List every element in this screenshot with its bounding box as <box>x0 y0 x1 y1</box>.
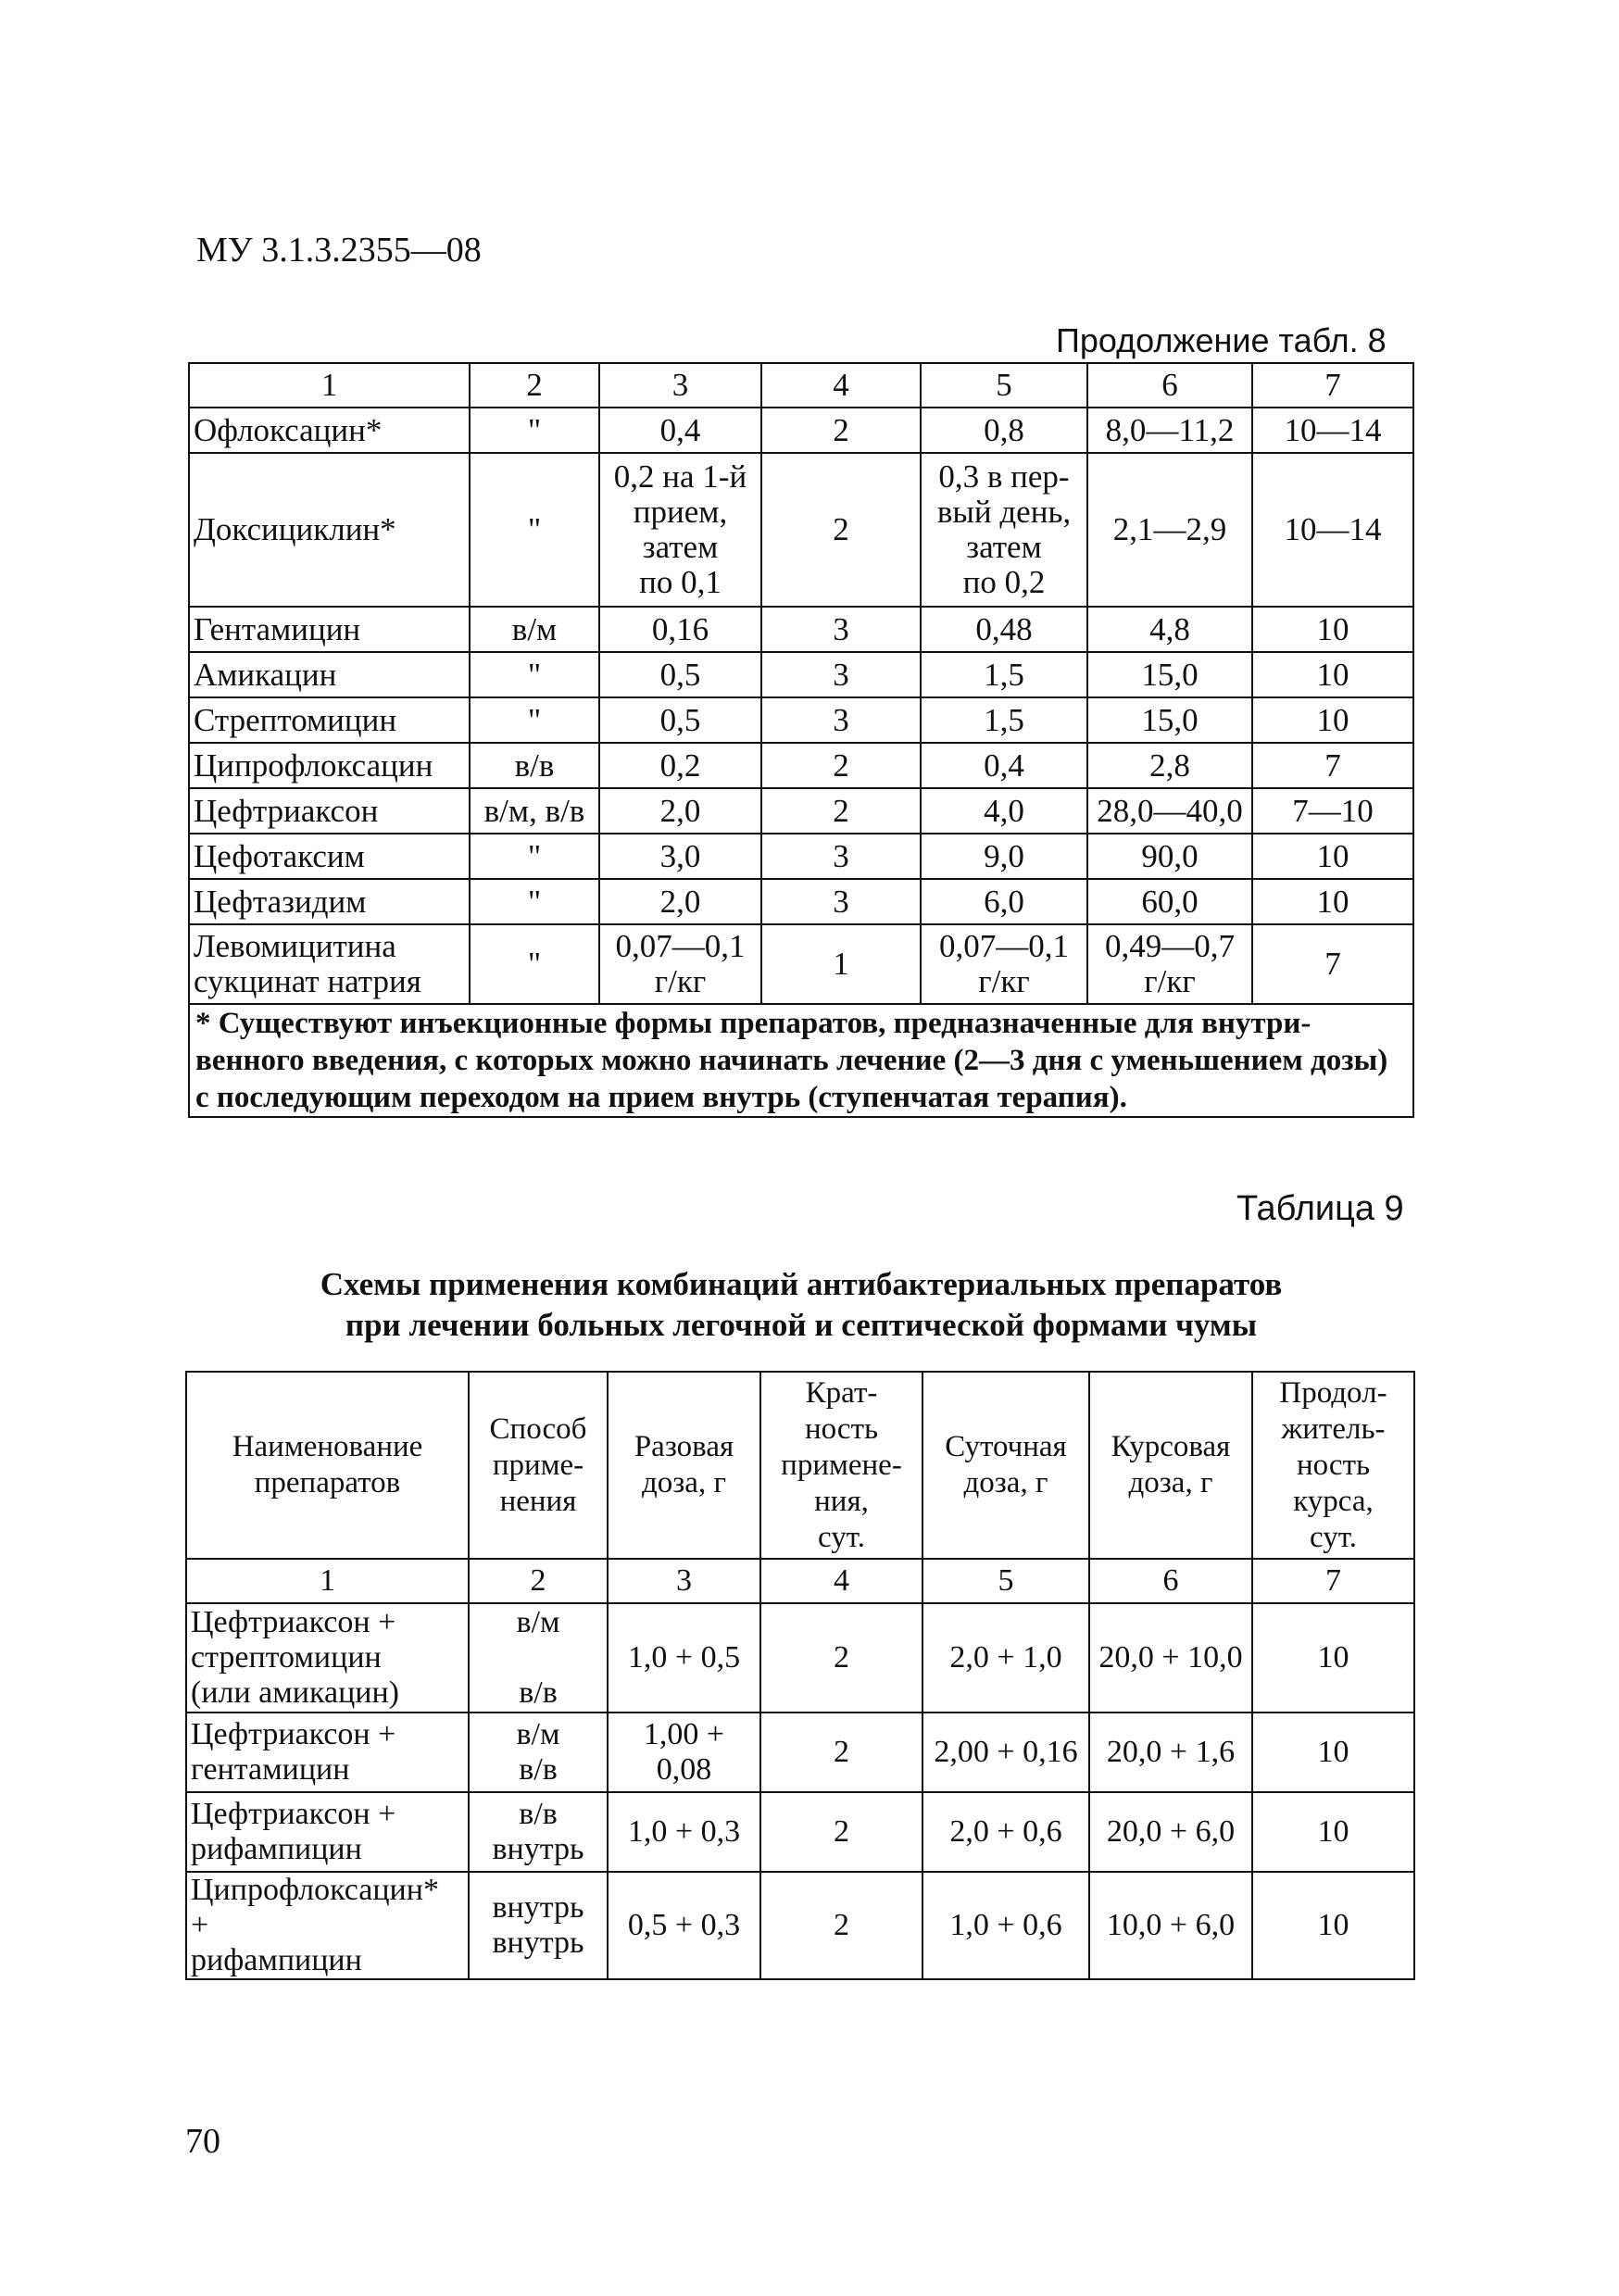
table-row <box>189 453 1413 607</box>
drug-combination: Цефтриаксон + рифампицин <box>186 1792 469 1872</box>
table8-footnote: * Существуют инъекционные формы препаратов, предназначенные для внутри-венного введения, с которых можно начинать лечение (2—3 дня с уменьшением дозы) с последующим переходом на прием внутрь (ступенчатая терапия). <box>189 1004 1413 1117</box>
daily-dose: 2,0 + 1,0 <box>922 1603 1089 1713</box>
column-number: 1 <box>186 1559 469 1603</box>
drug-name: Офлоксацин* <box>189 408 470 453</box>
frequency: 3 <box>761 879 921 924</box>
column-header: Крат- ность примене- ния, сут. <box>760 1372 922 1559</box>
single-dose: 0,16 <box>599 607 761 652</box>
drug-combination: Цефтриаксон + гентамицин <box>186 1713 469 1792</box>
drug-name: Цефтриаксон <box>189 788 470 834</box>
table9-header-row <box>186 1372 1414 1559</box>
drug-name: Амикацин <box>189 652 470 697</box>
single-dose: 0,2 <box>599 743 761 788</box>
single-dose: 1,0 + 0,5 <box>608 1603 760 1713</box>
single-dose: 0,07—0,1 г/кг <box>599 924 761 1004</box>
table-row <box>189 879 1413 924</box>
daily-dose: 6,0 <box>921 879 1087 924</box>
drug-name: Цефтазидим <box>189 879 470 924</box>
daily-dose: 2,0 + 0,6 <box>922 1792 1089 1872</box>
course-dose: 20,0 + 10,0 <box>1089 1603 1252 1713</box>
table9 <box>185 1371 1415 1980</box>
course-dose: 8,0—11,2 <box>1087 408 1252 453</box>
column-header: Наименование препаратов <box>186 1372 469 1559</box>
frequency: 3 <box>761 834 921 879</box>
table-row <box>189 607 1413 652</box>
column-number: 4 <box>760 1559 922 1603</box>
column-header: Суточная доза, г <box>922 1372 1089 1559</box>
frequency: 3 <box>761 607 921 652</box>
single-dose: 0,4 <box>599 408 761 453</box>
column-number: 5 <box>921 363 1087 408</box>
table-row <box>189 788 1413 834</box>
frequency: 2 <box>760 1603 922 1713</box>
column-number: 4 <box>761 363 921 408</box>
course-dose: 20,0 + 6,0 <box>1089 1792 1252 1872</box>
table8-column-numbers <box>189 363 1413 408</box>
frequency: 2 <box>761 743 921 788</box>
daily-dose: 9,0 <box>921 834 1087 879</box>
course-dose: 28,0—40,0 <box>1087 788 1252 834</box>
route: в/м в/в <box>469 1603 608 1713</box>
column-header: Разовая доза, г <box>608 1372 760 1559</box>
table8-footnote-row <box>189 1004 1413 1117</box>
column-number: 6 <box>1087 363 1252 408</box>
route: " <box>470 408 599 453</box>
course-duration: 10 <box>1252 834 1413 879</box>
daily-dose: 1,5 <box>921 697 1087 743</box>
single-dose: 0,2 на 1-й прием, затем по 0,1 <box>599 453 761 607</box>
drug-name: Гентамицин <box>189 607 470 652</box>
document-code: МУ 3.1.3.2355—08 <box>196 231 482 270</box>
daily-dose: 0,3 в пер- вый день, затем по 0,2 <box>921 453 1087 607</box>
daily-dose: 0,07—0,1 г/кг <box>921 924 1087 1004</box>
course-duration: 10 <box>1252 607 1413 652</box>
course-duration: 10 <box>1252 1872 1414 1979</box>
route: в/в внутрь <box>469 1792 608 1872</box>
frequency: 2 <box>761 453 921 607</box>
route: " <box>470 879 599 924</box>
daily-dose: 4,0 <box>921 788 1087 834</box>
route: в/м <box>470 607 599 652</box>
course-dose: 10,0 + 6,0 <box>1089 1872 1252 1979</box>
column-header: Способ приме- нения <box>469 1372 608 1559</box>
column-number: 3 <box>599 363 761 408</box>
table9-caption: Таблица 9 <box>1236 1189 1404 1228</box>
route: в/в <box>470 743 599 788</box>
course-dose: 2,8 <box>1087 743 1252 788</box>
daily-dose: 2,00 + 0,16 <box>922 1713 1089 1792</box>
frequency: 1 <box>761 924 921 1004</box>
table-row <box>186 1792 1414 1872</box>
route: внутрь внутрь <box>469 1872 608 1979</box>
course-duration: 7 <box>1252 743 1413 788</box>
table8 <box>188 362 1414 1118</box>
frequency: 2 <box>761 408 921 453</box>
table9-title-line: Схемы применения комбинаций антибактериальных препаратов <box>320 1266 1283 1302</box>
frequency: 3 <box>761 652 921 697</box>
route: " <box>470 924 599 1004</box>
column-number: 2 <box>469 1559 608 1603</box>
route: " <box>470 652 599 697</box>
course-dose: 60,0 <box>1087 879 1252 924</box>
column-number: 1 <box>189 363 470 408</box>
drug-name: Цефотаксим <box>189 834 470 879</box>
drug-name: Стрептомицин <box>189 697 470 743</box>
table-row <box>189 652 1413 697</box>
single-dose: 1,0 + 0,3 <box>608 1792 760 1872</box>
frequency: 2 <box>761 788 921 834</box>
route: " <box>470 697 599 743</box>
table-row <box>186 1603 1414 1713</box>
single-dose: 0,5 <box>599 697 761 743</box>
column-header: Продол- житель- ность курса, сут. <box>1252 1372 1414 1559</box>
column-number: 5 <box>922 1559 1089 1603</box>
course-dose: 15,0 <box>1087 652 1252 697</box>
daily-dose: 0,8 <box>921 408 1087 453</box>
course-dose: 90,0 <box>1087 834 1252 879</box>
column-number: 7 <box>1252 363 1413 408</box>
table9-title <box>185 1264 1417 1346</box>
daily-dose: 1,5 <box>921 652 1087 697</box>
frequency: 2 <box>760 1713 922 1792</box>
daily-dose: 0,48 <box>921 607 1087 652</box>
frequency: 3 <box>761 697 921 743</box>
table-row <box>186 1713 1414 1792</box>
daily-dose: 0,4 <box>921 743 1087 788</box>
drug-combination: Цефтриаксон + стрептомицин (или амикацин) <box>186 1603 469 1713</box>
course-duration: 10 <box>1252 1713 1414 1792</box>
single-dose: 0,5 <box>599 652 761 697</box>
table9-column-numbers <box>186 1559 1414 1603</box>
table-row <box>189 408 1413 453</box>
table-row <box>186 1872 1414 1979</box>
course-duration: 10 <box>1252 879 1413 924</box>
route: " <box>470 453 599 607</box>
route: в/м, в/в <box>470 788 599 834</box>
route: в/м в/в <box>469 1713 608 1792</box>
frequency: 2 <box>760 1872 922 1979</box>
table-row <box>189 924 1413 1004</box>
course-duration: 10 <box>1252 1603 1414 1713</box>
course-duration: 10 <box>1252 697 1413 743</box>
course-duration: 7 <box>1252 924 1413 1004</box>
column-number: 6 <box>1089 1559 1252 1603</box>
column-header: Курсовая доза, г <box>1089 1372 1252 1559</box>
course-duration: 10 <box>1252 652 1413 697</box>
course-dose: 0,49—0,7 г/кг <box>1087 924 1252 1004</box>
single-dose: 2,0 <box>599 788 761 834</box>
column-number: 2 <box>470 363 599 408</box>
course-dose: 2,1—2,9 <box>1087 453 1252 607</box>
single-dose: 1,00 + 0,08 <box>608 1713 760 1792</box>
drug-name: Доксициклин* <box>189 453 470 607</box>
table-row <box>189 743 1413 788</box>
course-dose: 4,8 <box>1087 607 1252 652</box>
drug-name: Ципрофлоксацин <box>189 743 470 788</box>
single-dose: 0,5 + 0,3 <box>608 1872 760 1979</box>
course-dose: 15,0 <box>1087 697 1252 743</box>
drug-name: Левомицитина сукцинат натрия <box>189 924 470 1004</box>
drug-combination: Ципрофлоксацин* + рифампицин <box>186 1872 469 1979</box>
single-dose: 2,0 <box>599 879 761 924</box>
course-duration: 10—14 <box>1252 453 1413 607</box>
course-duration: 10—14 <box>1252 408 1413 453</box>
table-row <box>189 697 1413 743</box>
course-duration: 10 <box>1252 1792 1414 1872</box>
column-number: 7 <box>1252 1559 1414 1603</box>
route: " <box>470 834 599 879</box>
frequency: 2 <box>760 1792 922 1872</box>
column-number: 3 <box>608 1559 760 1603</box>
course-dose: 20,0 + 1,6 <box>1089 1713 1252 1792</box>
table-row <box>189 834 1413 879</box>
table8-caption: Продолжение табл. 8 <box>1056 321 1387 359</box>
single-dose: 3,0 <box>599 834 761 879</box>
daily-dose: 1,0 + 0,6 <box>922 1872 1089 1979</box>
table9-title-line: при лечении больных легочной и септической формами чумы <box>345 1307 1258 1343</box>
page-number: 70 <box>185 2122 220 2161</box>
course-duration: 7—10 <box>1252 788 1413 834</box>
